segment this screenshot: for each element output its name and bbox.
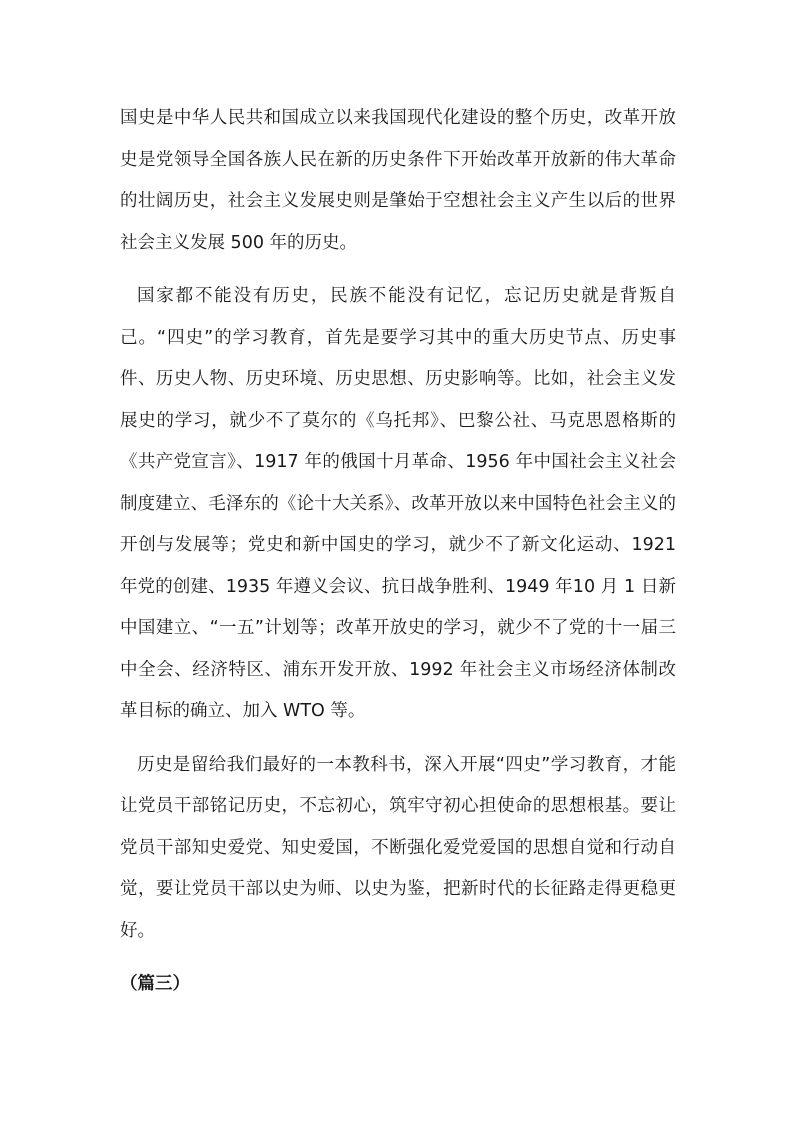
paragraph-2: 国家都不能没有历史，民族不能没有记忆，忘记历史就是背叛自己。“四史”的学习教育，首先是要学习其中的重大历史节点、历史事件、历史人物、历史环境、历史思想、历史影响等。比如，社会主义发展史的学习，就少不了莫尔的《乌托邦》、巴黎公社、马克思恩格斯的《共产党宣言》、1917 年的俄国十月革命、1956 年中国社会主义社会制度建立、毛泽东的《论十大关系》、改革开放以来中国特色社会主义的开创与发展等；党史和新中国史的学习，就少不了新文化运动、1921 年党的创建、1935 年遵义会议、抗日战争胜利、1949 年10 月 1 日新中国建立、“一五”计划等；改革开放史的学习，就少不了党的十一届三中全会、经济特区、浦东开发开放、1992 年社会主义市场经济体制改革目标的确立、加入 WTO 等。 [120,286,676,721]
paragraph-3: 历史是留给我们最好的一本教科书，深入开展“四史”学习教育，才能让党员干部铭记历史，不忘初心，筑牢守初心担使命的思想根基。要让党员干部知史爱党、知史爱国，不断强化爱党爱国的思想自觉和行动自觉，要让党员干部以史为师、以史为鉴，把新时代的长征路走得更稳更好。 [120,754,676,941]
section-heading: （篇三） [120,974,190,994]
paragraph-1: 国史是中华人民共和国成立以来我国现代化建设的整个历史，改革开放史是党领导全国各族人民在新的历史条件下开始改革开放新的伟大革命的壮阔历史，社会主义发展史则是肇始于空想社会主义产生以后的世界社会主义发展 500 年的历史。 [120,108,676,253]
document-body [120,98,676,1006]
